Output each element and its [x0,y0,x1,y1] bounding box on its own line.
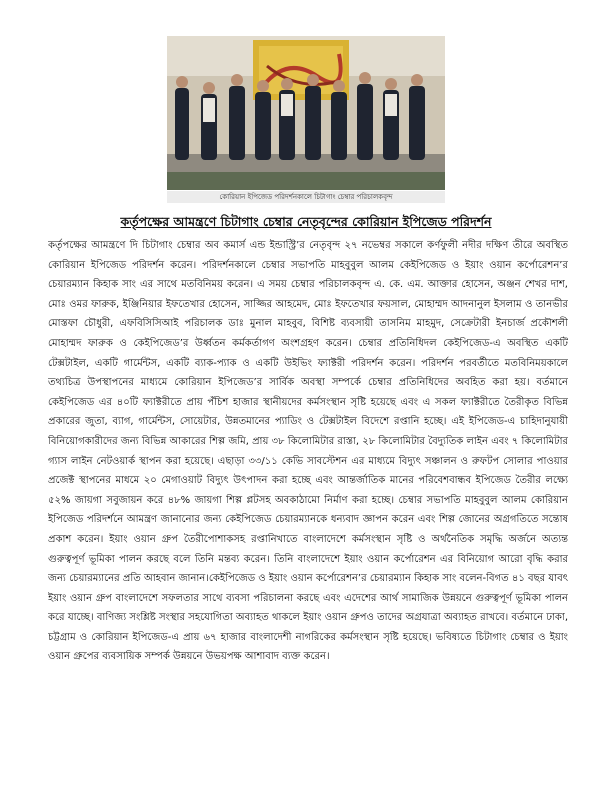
group-photo [167,36,445,190]
article-body: কর্তৃপক্ষের আমন্ত্রণে দি চিটাগাং চেম্বার অব কমার্স এন্ড ইন্ডাস্ট্রি’র নেতৃবৃন্দ ২৭ নভেম্বর সকালে কর্ণফুলী নদীর দক্ষিণ তীরে অবস্থিত কোরিয়ান ইপিজেড পরিদর্শন করেন। পরিদর্শনকালে চেম্বার সভাপতি মাহবুবুল আলম কেইপিজেড ও ইয়াং ওয়ান কর্পোরেশন’র চেয়ারম্যান কিহাক সাং এর সাথে মতবিনিময় করেন। এ সময় চেম্বার পরিচালকবৃন্দ এ. কে. এম. আক্তার হোসেন, অঞ্জন শেখর দাশ, মোঃ ওমর ফারুক, ইঞ্জিনিয়ার ইফতেখার হোসেন, সাজ্জির আহমেদ, মোঃ ইফতেখার ফয়সাল, মোহাম্মদ আদনানুল ইসলাম ও তানভীর মোস্তফা চৌধুরী, এফবিসিসিআই পরিচালক ডাঃ মুনাল মাহবুব, বিশিষ্ট ব্যবসায়ী তাসনিম মাহমুদ, সেক্রেটারী ইনচার্জ প্রকৌশলী মোহাম্মদ ফারুক ও কেইপিজেড’র উর্ধ্বতন কর্মকর্তাগণ অংশগ্রহণ করেন। চেম্বার প্রতিনিধিদল কেইপিজেড-এ অবস্থিত একটি টেক্সটাইল, একটি গার্মেন্টস, একটি ব্যাক-প্যাক ও একটি উইভিং ফ্যাক্টরী পরিদর্শন করেন। পরিদর্শন পরবর্তীতে মতবিনিময়কালে তথ্যচিত্র উপস্থাপনের মাধ্যমে কোরিয়ান ইপিজেড’র সার্বিক অবস্থা সম্পর্কে চেম্বার প্রতিনিধিদের অবহিত করা হয়। বর্তমানে কেইপিজেড এর ৪০টি ফ্যাক্টরীতে প্রায় পঁচিশ হাজার স্থানীয়দের কর্মসংস্থান সৃষ্টি হয়েছে এবং এ সকল ফ্যাক্টরীতে তৈরীকৃত বিভিন্ন প্রকারের জুতা, ব্যাগ, গার্মেন্টস, সোয়েটার, উন্নতমানের প্যাডিং ও টেক্সটাইল বিদেশে রপ্তানি হচ্ছে। এই ইপিজেড-এ চাহিদানুযায়ী বিনিয়োগকারীদের জন্য বিভিন্ন আকারের শিল্প জমি, প্রায় ৩৮ কিলোমিটার রাস্তা, ২৮ কিলোমিটার বৈদ্যুতিক লাইন এবং ৭ কিলোমিটার গ্যাস লাইন নেটওয়ার্ক স্থাপন করা হয়েছে। এছাড়া ৩৩/১১ কেভি সাবস্টেশন এর মাধ্যমে বিদ্যুৎ সঞ্চালন ও রুফটপ সোলার পাওয়ার প্রজেক্ট স্থাপনের মাধমে ২০ মেগাওয়াট বিদ্যুৎ উৎপাদন করা হচ্ছে এবং আন্তর্জাতিক মানের পরিবেশবান্ধব ইপিজেড তৈরীর লক্ষ্যে ৫২% জায়গা সবুজায়ন করে ৪৮% জায়গা শিল্প প্লটসহ অবকাঠামো নির্মাণ করা হচ্ছে। চেম্বার সভাপতি মাহবুবুল আলম কোরিয়ান ইপিজেড পরিদর্শনে আমন্ত্রণ জানানোর জন্য কেইপিজেড চেয়ারম্যানকে ধন্যবাদ জ্ঞাপন করেন এবং শিল্প জোনের অগ্রগতিতে সন্তোষ প্রকাশ করেন। ইয়াং ওয়ান গ্রুপ তৈরীপোশাকসহ রপ্তানিখাতে বাংলাদেশে কর্মসংস্থান সৃষ্টি ও অর্থনৈতিক সমৃদ্ধি অর্জনে অত্যন্ত গুরুত্বপূর্ণ ভূমিকা পালন করছে বলে তিনি মন্তব্য করেন। তিনি বাংলাদেশে ইয়াং ওয়ান কর্পোরেশন এর বিনিয়োগ আরো বৃদ্ধি করার জন্য চেয়ারম্যানের প্রতি আহবান জানান।কেইপিজেড ও ইয়াং ওয়ান কর্পোরেশন’র চেয়ারম্যান কিহাক সাং বলেন-বিগত ৪১ বছর যাবৎ ইয়াং ওয়ান গ্রুপ বাংলাদেশে সফলতার সাথে ব্যবসা পরিচালনা করছে এবং এদেশের আর্থ সামাজিক উন্নয়নে গুরুত্বপূর্ণ ভূমিকা পালন করে যাচ্ছে। বাণিজ্য সংশ্লিষ্ট সংস্থার সহযোগিতা অব্যাহত থাকলে ইয়াং ওয়ান গ্রুপও তাদের অগ্রযাত্রা অব্যাহত রাখবে। বর্তমানে ঢাকা, চট্টগ্রাম ও কোরিয়ান ইপিজেড-এ প্রায় ৬৭ হাজার বাংলাদেশী নাগরিকের কর্মসংস্থান সৃষ্টি হয়েছে। ভবিষ্যতে চিটাগাং চেম্বার ও ইয়াং ওয়ান গ্রুপের ব্যবসায়িক সম্পর্ক উন্নয়নে উভয়পক্ষ আশাবাদ ব্যক্ত করেন। [48,240,568,663]
photo-caption: কোরিয়ান ইপিজেড পরিদর্শনকালে চিটাগাং চেম্বার পরিচালকবৃন্দ [167,191,445,203]
group-photo-illustration [167,36,445,190]
article-headline: কর্তৃপক্ষের আমন্ত্রণে চিটাগাং চেম্বার নেতৃবৃন্দের কোরিয়ান ইপিজেড পরিদর্শন [120,214,492,229]
